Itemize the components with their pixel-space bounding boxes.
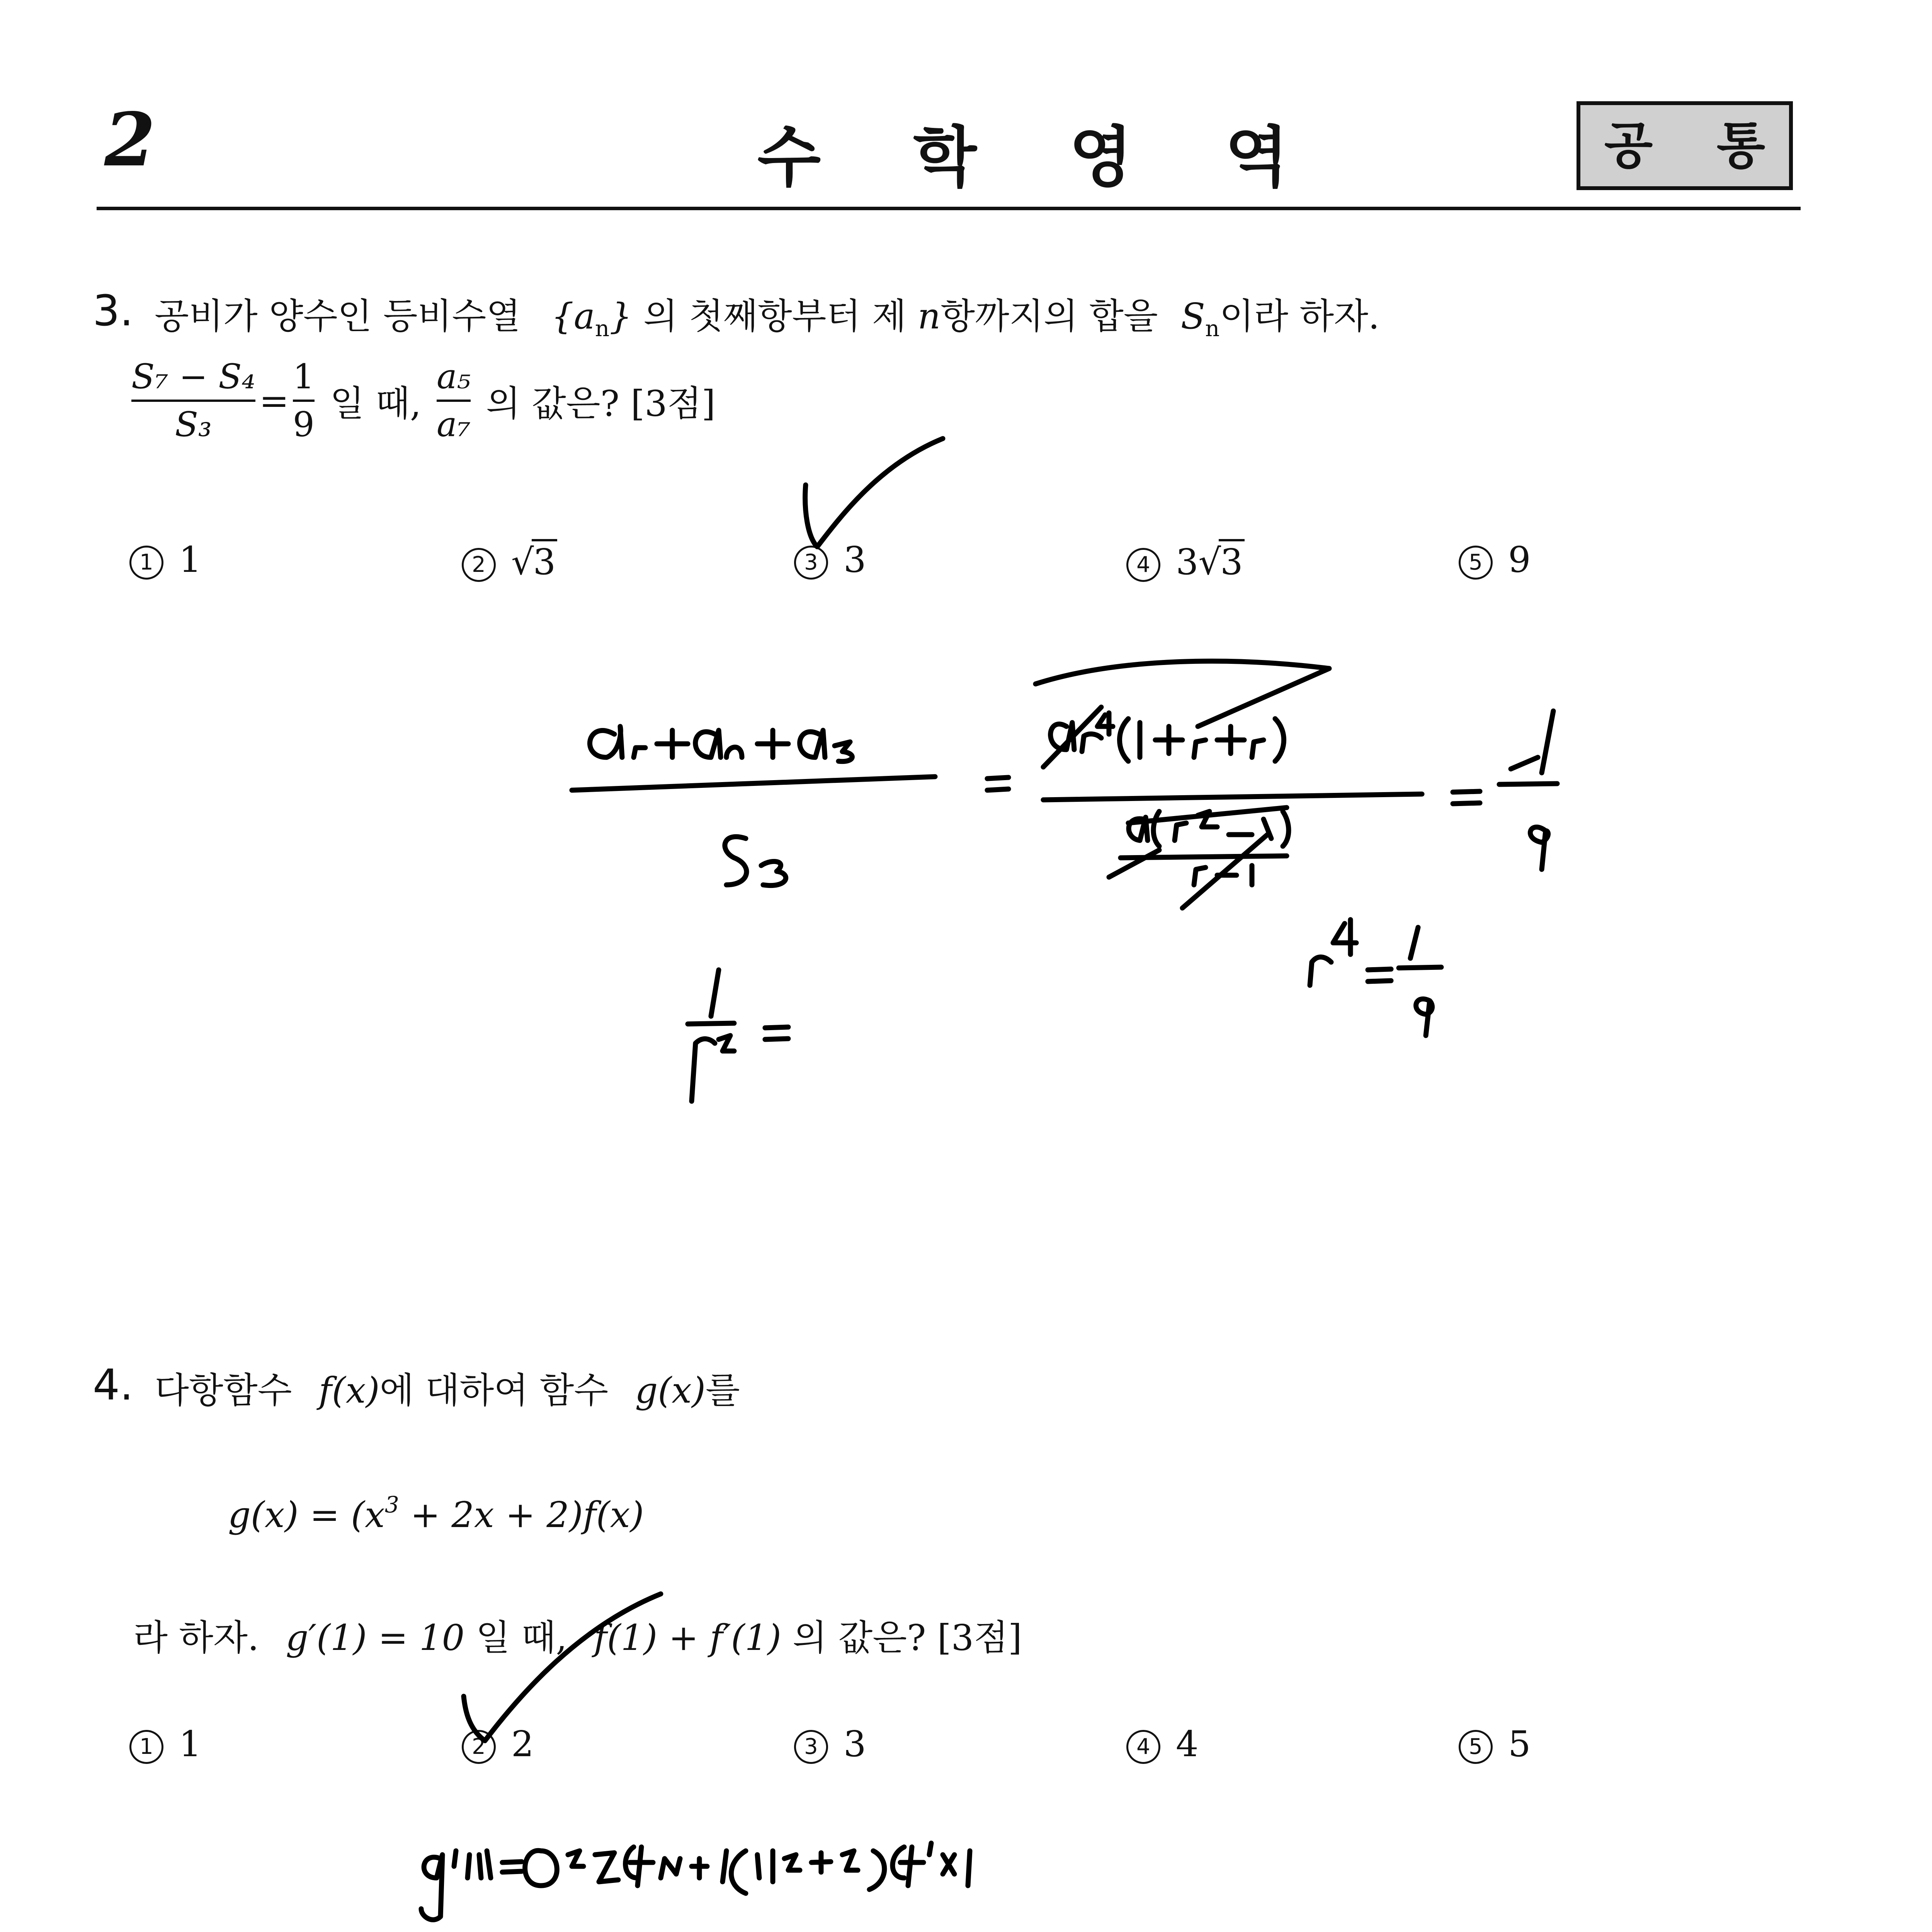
q4-choice-1[interactable]: 1 1: [129, 1723, 202, 1765]
q3-equals: =: [259, 380, 289, 422]
q3-choice-5[interactable]: 5 9: [1459, 539, 1531, 580]
q3-choice-4[interactable]: 4 3√3: [1126, 539, 1245, 583]
q3-work-rhs: [1499, 711, 1557, 869]
q3-work-numerator: [590, 726, 852, 762]
question-4-condition: 라 하자. g′(1) = 10 일 때, f(1) + f′(1) 의 값은? [3점]: [133, 1617, 1022, 1658]
question-4-stem: 다항함수 f(x)에 대하여 함수 g(x)를: [155, 1370, 740, 1411]
q3-work-bar-2: [1043, 794, 1422, 800]
q3-n: n: [917, 296, 941, 337]
common-badge: 공 통: [1577, 101, 1793, 190]
q4-work-line1: [421, 1843, 970, 1920]
q3-rhs-fraction: 1 9: [293, 357, 315, 444]
q3-seq-sub: n: [595, 315, 610, 342]
question-3-number: 3.: [93, 286, 133, 335]
q3-work-one-over-r2: [688, 970, 788, 1101]
q3-stem-a: 공비가 양수인 등비수열: [155, 296, 521, 337]
q3-seq-close: }: [609, 296, 632, 337]
q3-stem-c: 항까지의 합을: [940, 296, 1158, 337]
q3-stem-d: 이라 하자.: [1219, 296, 1380, 337]
q3-ask-fraction: a₅ a₇: [437, 357, 471, 444]
q3-checkmark: [805, 439, 943, 547]
q4-choice-3[interactable]: 3 3: [794, 1723, 866, 1765]
q3-stem-b: 의 첫째항부터 제: [643, 296, 906, 337]
q3-S-sub: n: [1205, 315, 1220, 342]
q4-fx: f(x): [318, 1370, 380, 1411]
q3-choice-2[interactable]: 2 √3: [462, 539, 557, 583]
q3-when: 일 때,: [330, 383, 422, 424]
q4-gx: g(x): [635, 1370, 706, 1411]
q4-choice-2[interactable]: 2 2: [462, 1723, 534, 1765]
q4-choice-4[interactable]: 4 4: [1126, 1723, 1199, 1765]
question-4-equation: $g(x) = (x^3 + 2x + 2)f(x)$: [228, 1492, 644, 1536]
q3-work-r4: [1310, 920, 1441, 1036]
q3-seq: {a: [551, 296, 595, 337]
question-4-number: 4.: [93, 1360, 133, 1410]
q4-choice-5[interactable]: 5 5: [1459, 1723, 1531, 1765]
q3-choice-3[interactable]: 3 3: [794, 539, 866, 580]
q4-checkmark: [464, 1594, 661, 1741]
page-number: 2: [104, 97, 156, 183]
q3-cond-fraction: S₇ − S₄ S₃: [131, 357, 255, 444]
q3-S: S: [1180, 296, 1205, 337]
q3-ask: 의 값은? [3점]: [486, 383, 716, 424]
subject-title: 수 학 영 역: [757, 119, 1323, 196]
q3-work-denominator: [725, 837, 786, 885]
q3-choice-1[interactable]: 1 1: [129, 539, 202, 580]
q3-work-bar-1: [572, 777, 935, 790]
